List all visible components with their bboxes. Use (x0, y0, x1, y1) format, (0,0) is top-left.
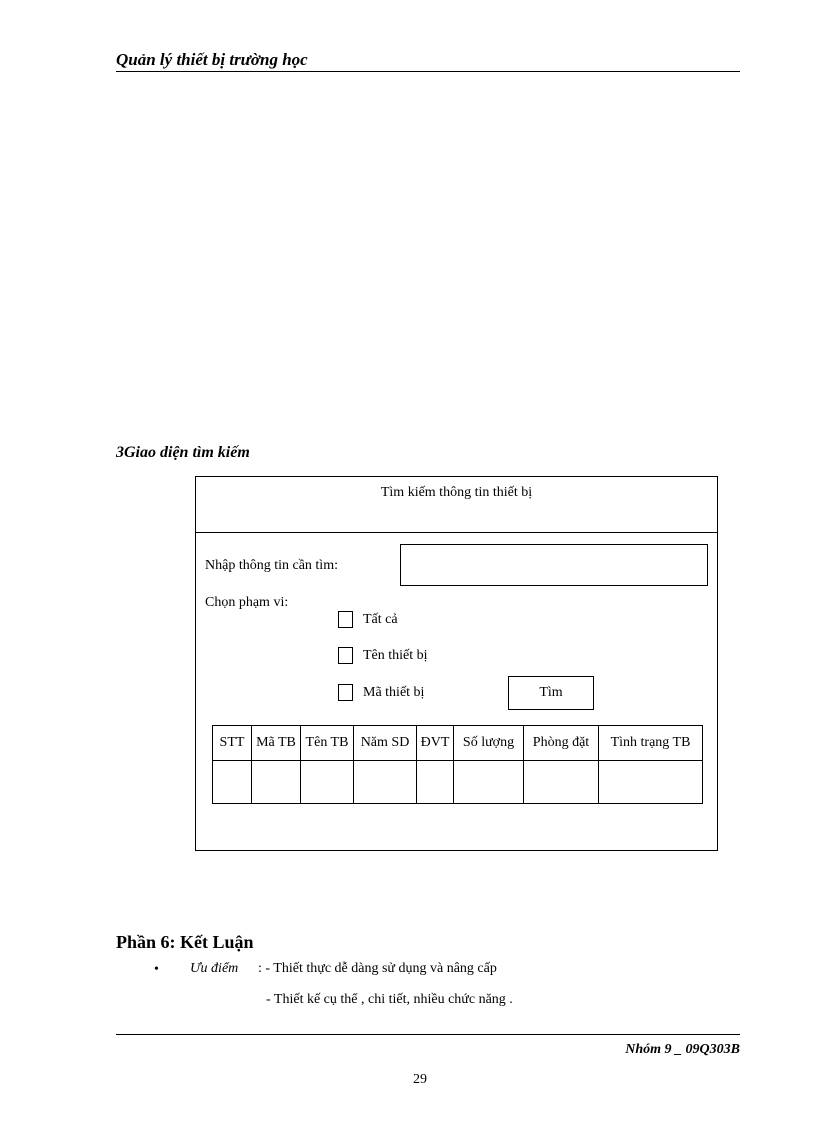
search-input[interactable] (400, 544, 708, 586)
results-table (212, 725, 703, 804)
table-cell (454, 761, 524, 804)
column-header: ĐVT (417, 726, 454, 761)
table-cell (524, 761, 599, 804)
header-divider (116, 71, 740, 72)
table-cell (417, 761, 454, 804)
option-device-code-label: Mã thiết bị (363, 684, 425, 700)
column-header: Tên TB (301, 726, 354, 761)
table-row (213, 761, 703, 804)
search-button[interactable]: Tìm (508, 676, 594, 710)
option-all-label: Tất cả (363, 611, 398, 627)
section-heading-search-ui: 3Giao diện tìm kiếm (116, 444, 250, 461)
conclusion-heading: Phần 6: Kết Luận (116, 932, 254, 952)
option-device-name[interactable] (338, 647, 428, 664)
bullet-icon: • (154, 962, 159, 977)
document-header-title: Quản lý thiết bị trường học (116, 50, 308, 69)
option-device-name-label: Tên thiết bị (363, 647, 428, 663)
form-title: Tìm kiếm thông tin thiết bị (380, 485, 533, 500)
table-cell (252, 761, 301, 804)
column-header: Tình trạng TB (599, 726, 703, 761)
scope-label: Chọn phạm vi: (205, 595, 289, 610)
column-header: STT (213, 726, 252, 761)
table-cell (354, 761, 417, 804)
form-title-bar (196, 477, 717, 533)
checkbox-device-code[interactable] (338, 684, 353, 701)
footer-divider (116, 1034, 740, 1035)
column-header: Mã TB (252, 726, 301, 761)
merit-label: Ưu điểm (190, 961, 239, 976)
column-header: Số lượng (454, 726, 524, 761)
table-cell (301, 761, 354, 804)
merit-text-line-2: - Thiết kế cụ thể , chi tiết, nhiều chức năng . (266, 992, 513, 1007)
table-header-row (213, 726, 703, 761)
option-all[interactable] (338, 611, 398, 628)
search-form-mockup (195, 476, 718, 851)
checkbox-all[interactable] (338, 611, 353, 628)
merit-text-line-1: : - Thiết thực dễ dàng sử dụng và nâng cấp (258, 961, 497, 976)
column-header: Phòng đặt (524, 726, 599, 761)
checkbox-device-name[interactable] (338, 647, 353, 664)
table-cell (213, 761, 252, 804)
page-number: 29 (413, 1072, 427, 1087)
table-cell (599, 761, 703, 804)
footer-group-label: Nhóm 9 _ 09Q303B (625, 1042, 740, 1057)
search-input-label: Nhập thông tin cần tìm: (205, 558, 338, 573)
column-header: Năm SD (354, 726, 417, 761)
option-device-code[interactable] (338, 684, 424, 701)
